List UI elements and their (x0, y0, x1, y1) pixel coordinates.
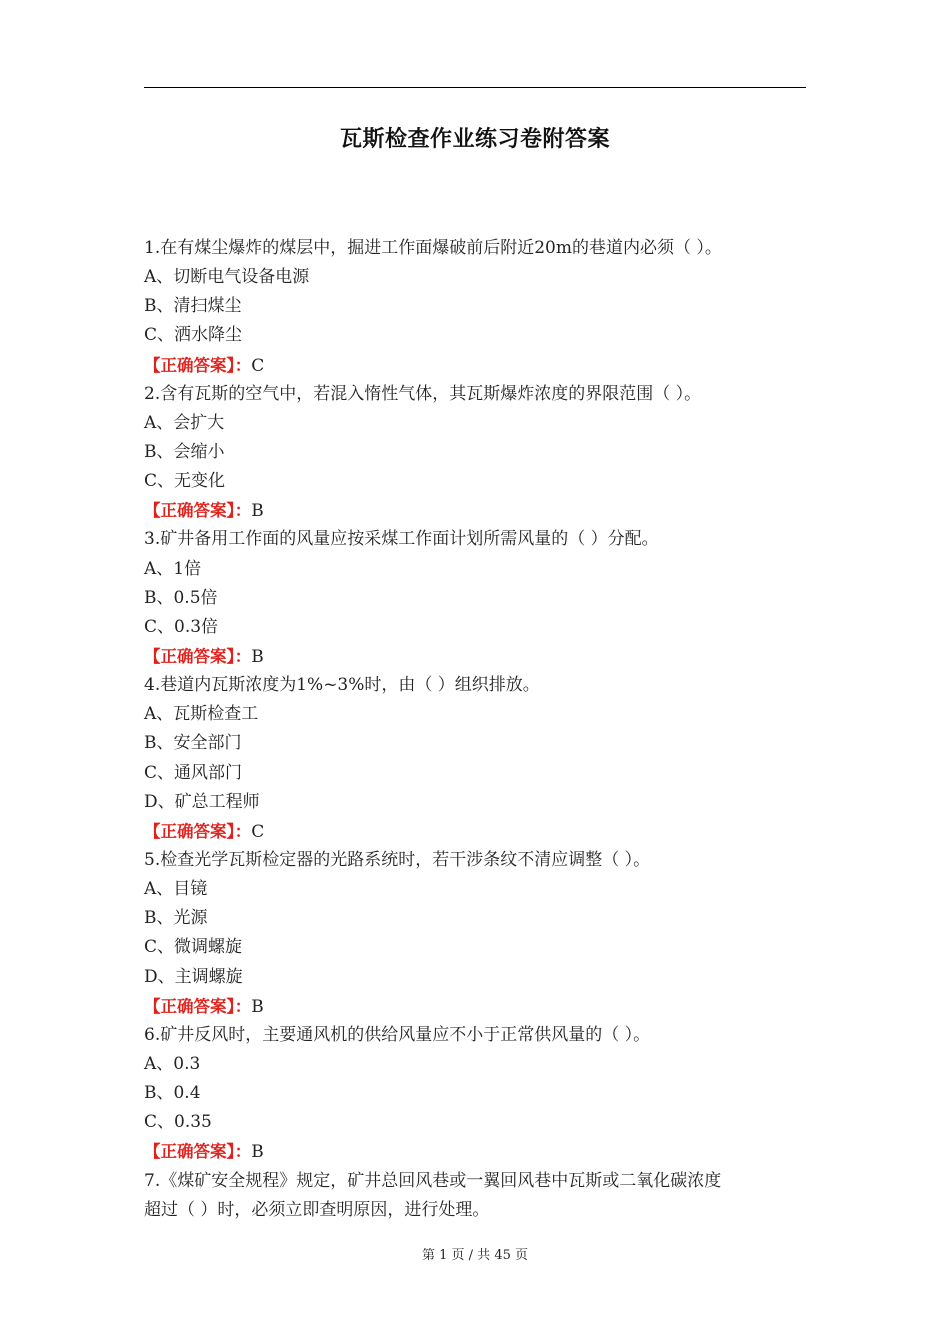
question-text: 3.矿井备用工作面的风量应按采煤工作面计划所需风量的（ ）分配。 (144, 529, 659, 550)
option-b: B、安全部门 (144, 733, 242, 754)
question-text: 2.含有瓦斯的空气中，若混入惰性气体，其瓦斯爆炸浓度的界限范围（ ）。 (144, 383, 702, 404)
option-a: A、会扩大 (144, 412, 225, 433)
answer-label: 【正确答案】： (144, 501, 252, 521)
option-b: B、会缩小 (144, 441, 225, 462)
answer-label: 【正确答案】： (144, 355, 252, 375)
answer-label: 【正确答案】： (144, 996, 252, 1016)
option-c: C、洒水降尘 (144, 325, 243, 346)
header-rule (144, 87, 806, 88)
option-d: D、矿总工程师 (144, 791, 260, 812)
answer-value: C (251, 355, 265, 376)
answer-label: 【正确答案】： (144, 1142, 252, 1162)
page-number: 第 1 页 / 共 45 页 (422, 1248, 528, 1263)
question-text: 6.矿井反风时，主要通风机的供给风量应不小于正常供风量的（ ）。 (144, 1024, 651, 1045)
option-a: A、0.3 (144, 1053, 201, 1074)
option-c: C、0.35 (144, 1112, 212, 1133)
option-c: C、通风部门 (144, 762, 243, 783)
question-text: 5.检查光学瓦斯检定器的光路系统时，若干涉条纹不清应调整（ ）。 (144, 849, 651, 870)
option-c: C、微调螺旋 (144, 937, 243, 958)
document-title: 瓦斯检查作业练习卷附答案 (339, 127, 610, 152)
option-b: B、0.4 (144, 1083, 201, 1104)
option-a: A、切断电气设备电源 (144, 267, 310, 288)
answer-value: B (251, 501, 264, 522)
answer-line (144, 642, 806, 671)
option-a: A、目镜 (144, 879, 208, 900)
option-b: B、0.5倍 (144, 587, 218, 608)
answer-line (144, 351, 806, 380)
answer-label: 【正确答案】： (144, 646, 252, 666)
option-d: D、主调螺旋 (144, 966, 243, 987)
answer-line (144, 496, 806, 525)
answer-value: B (251, 1142, 264, 1163)
option-b: B、清扫煤尘 (144, 296, 242, 317)
question-list (144, 234, 806, 1225)
question-text: 4.巷道内瓦斯浓度为1%~3%时，由（ ）组织排放。 (144, 675, 540, 696)
answer-line (144, 1137, 806, 1166)
answer-value: C (251, 821, 265, 842)
answer-value: B (251, 646, 264, 667)
option-b: B、光源 (144, 908, 208, 929)
answer-label: 【正确答案】： (144, 821, 252, 841)
option-c: C、无变化 (144, 471, 226, 492)
option-a: A、1倍 (144, 558, 202, 579)
question-text: 7.《煤矿安全规程》规定，矿井总回风巷或一翼回风巷中瓦斯或二氧化碳浓度 (144, 1170, 722, 1191)
answer-line (144, 817, 806, 846)
option-c: C、0.3倍 (144, 616, 219, 637)
question-text-continued: 超过（ ）时，必须立即查明原因，进行处理。 (144, 1199, 490, 1220)
answer-value: B (251, 996, 264, 1017)
question-text: 1.在有煤尘爆炸的煤层中，掘进工作面爆破前后附近20m的巷道内必须（ ）。 (144, 238, 722, 258)
option-a: A、瓦斯检查工 (144, 704, 259, 725)
answer-line (144, 992, 806, 1021)
